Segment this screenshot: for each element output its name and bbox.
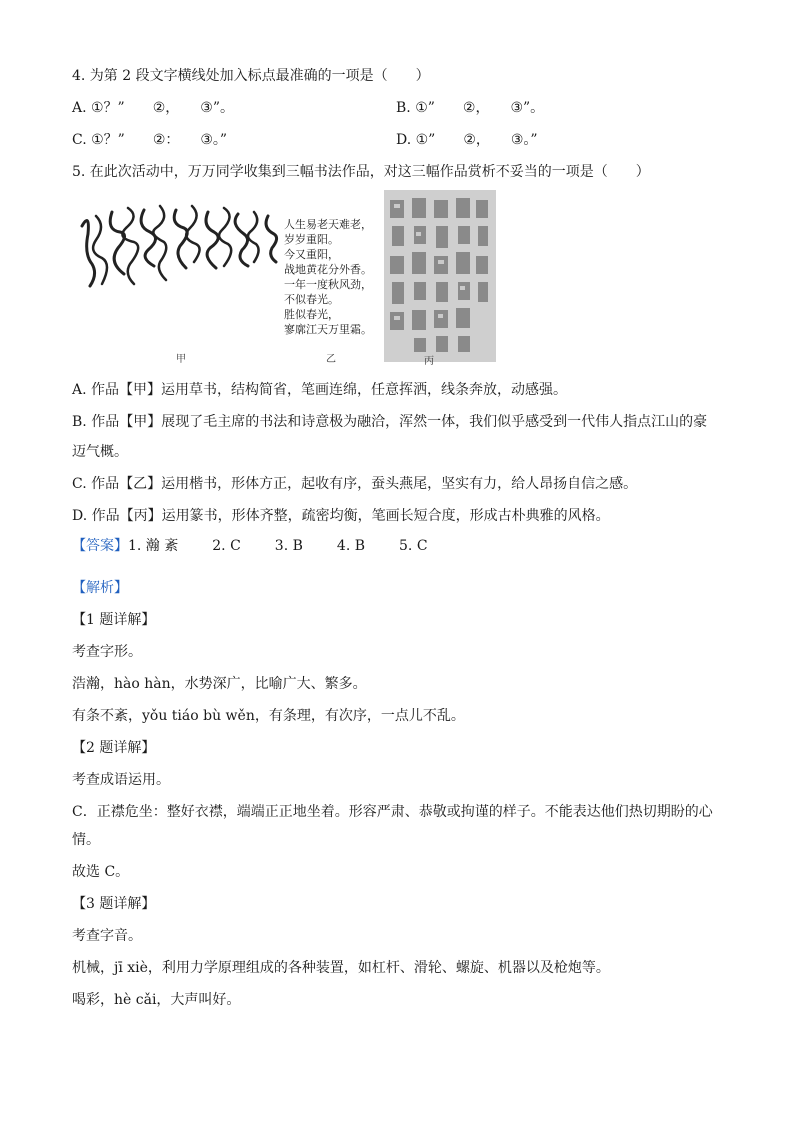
poem-line-7: 胜似春光， [284, 308, 339, 321]
answer-tag: 【答案】 [72, 538, 128, 554]
q4-stem: 4. 为第 2 段文字横线处加入标点最准确的一项是（ ） [72, 68, 430, 84]
q5-option-a: A. 作品【甲】运用草书，结构简省，笔画连绵，任意挥洒，线条奔放，动感强。 [72, 382, 568, 398]
answer-item-2: 2. C [212, 538, 241, 554]
calligraphy-jia-image [82, 206, 277, 286]
poem-line-1: 人生易老天难老， [284, 218, 372, 231]
q2-detail-heading: 【2 题详解】 [72, 740, 156, 756]
answer-line [72, 536, 428, 556]
q1-detail-line-3: 有条不紊，yǒu tiáo bù wěn，有条理，有次序，一点儿不乱。 [72, 708, 465, 724]
poem-line-6: 不似春光。 [284, 293, 339, 306]
q5-option-b-line1: B. 作品【甲】展现了毛主席的书法和诗意极为融洽，浑然一体，我们似乎感受到一代伟人指点江山的豪 [72, 414, 708, 430]
answer-item-3: 3. B [274, 538, 303, 554]
caption-yi: 乙 [326, 354, 336, 365]
q4-option-d: D. ①” ②， ③。” [396, 132, 538, 148]
q4-option-c: C. ①？” ②： ③。” [72, 132, 228, 148]
calligraphy-yi-poem [284, 217, 372, 336]
calligraphy-figure [72, 186, 508, 368]
calligraphy-bing-rubbing [384, 190, 496, 362]
q2-detail-line-2: C．正襟危坐：整好衣襟，端端正正地坐着。形容严肃、恭敬或拘谨的样子。不能表达他们热切期盼的心 [72, 804, 713, 820]
answer-item-1: 1. 瀚 紊 [128, 538, 179, 554]
answer-item-4: 4. B [336, 538, 366, 554]
q3-detail-line-3: 喝彩，hè cǎi，大声叫好。 [72, 992, 241, 1008]
q5-option-b-line2: 迈气概。 [72, 444, 128, 460]
q2-detail-line-1: 考查成语运用。 [72, 772, 170, 788]
q5-option-c: C. 作品【乙】运用楷书，形体方正，起收有序，蚕头燕尾，坚实有力，给人昂扬自信之感。 [72, 476, 638, 492]
poem-line-4: 战地黄花分外香。 [284, 263, 372, 276]
poem-line-8: 寥廓江天万里霜。 [284, 323, 372, 336]
q1-detail-heading: 【1 题详解】 [72, 612, 156, 628]
q3-detail-line-2: 机械，jī xiè，利用力学原理组成的各种装置，如杠杆、滑轮、螺旋、机器以及枪炮等。 [72, 960, 610, 976]
answer-item-5: 5. C [399, 538, 428, 554]
analysis-title: 【解析】 [72, 580, 128, 596]
q2-detail-line-4: 故选 C。 [72, 864, 130, 880]
poem-line-5: 一年一度秋风劲， [284, 278, 372, 291]
q4-option-b: B. ①” ②， ③”。 [396, 100, 545, 116]
q2-detail-line-3: 情。 [72, 832, 100, 848]
caption-bing: 丙 [424, 356, 434, 367]
q5-stem: 5. 在此次活动中，万万同学收集到三幅书法作品，对这三幅作品赏析不妥当的一项是（ ） [72, 164, 650, 180]
q4-option-a: A. ①？” ②， ③”。 [72, 100, 234, 116]
q3-detail-line-1: 考查字音。 [72, 928, 142, 944]
caption-jia: 甲 [176, 354, 186, 365]
q3-detail-heading: 【3 题详解】 [72, 896, 156, 912]
poem-line-2: 岁岁重阳。 [284, 233, 339, 246]
q5-option-d: D. 作品【丙】运用篆书，形体齐整，疏密均衡，笔画长短合度，形成古朴典雅的风格。 [72, 508, 610, 524]
poem-line-3: 今又重阳， [284, 248, 339, 261]
q1-detail-line-1: 考查字形。 [72, 644, 142, 660]
q1-detail-line-2: 浩瀚，hào hàn，水势深广，比喻广大、繁多。 [72, 676, 367, 692]
